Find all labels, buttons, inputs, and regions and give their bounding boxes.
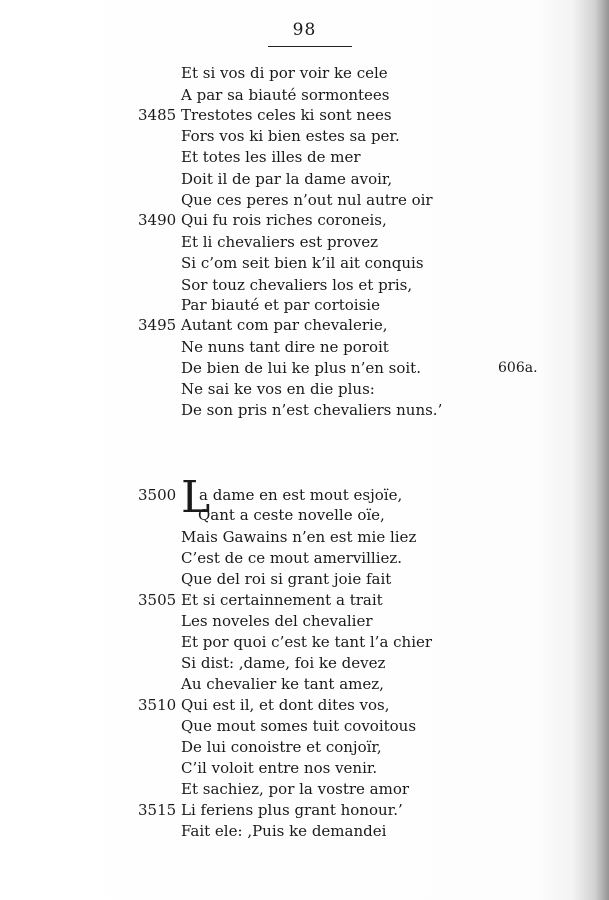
verse-line (0, 631, 609, 653)
verse-text: Autant com par chevalerie, (181, 316, 388, 334)
verse-text: C’est de ce mout amervilliez. (181, 549, 403, 567)
verse-line (0, 736, 609, 758)
verse-line (0, 673, 609, 695)
verse-text: a dame en est mout esjoïe, (199, 486, 403, 504)
verse-line (0, 314, 609, 336)
verse-text: Et por quoi c’est ke tant l’a chier (181, 633, 433, 651)
verse-text: Que mout somes tuit covoitous (181, 717, 417, 735)
verse-line (0, 146, 609, 168)
verse-line (0, 189, 609, 211)
verse-text: De son pris n’est chevaliers nuns.’ (181, 401, 443, 419)
verse-text: C’il voloit entre nos venir. (181, 759, 378, 777)
verse-text: Et sachiez, por la vostre amor (181, 780, 410, 798)
verse-line (0, 484, 609, 506)
verse-text: Qui fu rois riches coroneis, (181, 211, 387, 229)
verse-text: Et si certainnement a trait (181, 591, 383, 609)
verse-text: Que del roi si grant joie fait (181, 570, 392, 588)
verse-text: Fait ele: ‚Puis ke demandei (181, 822, 387, 840)
drop-cap-initial: L (181, 472, 211, 523)
verse-text: Fors vos ki bien estes sa per. (181, 127, 400, 145)
verse-line (0, 589, 609, 611)
verse-line (0, 504, 609, 526)
verse-line (0, 526, 609, 548)
verse-line (0, 104, 609, 126)
verse-text: Sor touz chevaliers los et pris, (181, 276, 413, 294)
margin-folio-note: 606a. (498, 360, 538, 376)
verse-line (0, 652, 609, 674)
verse-line (0, 294, 609, 316)
verse-line (0, 168, 609, 190)
verse-text: Par biauté et par cortoisie (181, 296, 380, 314)
verse-text: Et si vos di por voir ke cele (181, 64, 388, 82)
page-edge-shadow (595, 0, 609, 900)
verse-line (0, 715, 609, 737)
verse-line (0, 378, 609, 400)
line-number: 3495 (138, 316, 177, 334)
verse-text: Si c’om seit bien k’il ait conquis (181, 254, 424, 272)
verse-line (0, 399, 609, 421)
verse-line (0, 84, 609, 106)
verse-text: Trestotes celes ki sont nees (181, 106, 392, 124)
verse-text: Qui est il, et dont dites vos, (181, 696, 390, 714)
verse-line (0, 231, 609, 253)
verse-text: De lui conoistre et conjoïr, (181, 738, 382, 756)
page-number: 98 (292, 20, 317, 40)
verse-line (0, 252, 609, 274)
verse-text: Li feriens plus grant honour.’ (181, 801, 403, 819)
verse-line (0, 568, 609, 590)
line-number: 3505 (138, 591, 177, 609)
verse-line (0, 778, 609, 800)
line-number: 3485 (138, 106, 177, 124)
verse-text: Ne nuns tant dire ne poroit (181, 338, 389, 356)
verse-line (0, 820, 609, 842)
verse-line (0, 209, 609, 231)
verse-line (0, 547, 609, 569)
line-number: 3490 (138, 211, 177, 229)
verse-text: De bien de lui ke plus n’en soit. (181, 359, 421, 377)
verse-text: Qant a ceste novelle oïe, (198, 506, 385, 524)
verse-line (0, 125, 609, 147)
line-number: 3500 (138, 486, 177, 504)
verse-line (0, 757, 609, 779)
verse-line (0, 336, 609, 358)
verse-text: Si dist: ‚dame, foi ke devez (181, 654, 386, 672)
line-number: 3510 (138, 696, 177, 714)
verse-text: Ne sai ke vos en die plus: (181, 380, 375, 398)
verse-text: Et totes les illes de mer (181, 148, 361, 166)
verse-text: Et li chevaliers est provez (181, 233, 378, 251)
verse-line (0, 694, 609, 716)
line-number: 3515 (138, 801, 177, 819)
verse-line (0, 62, 609, 84)
verse-text: Que ces peres n’out nul autre oir (181, 191, 433, 209)
verse-text: Les noveles del chevalier (181, 612, 373, 630)
verse-line (0, 610, 609, 632)
header-rule (268, 46, 352, 47)
verse-text: Mais Gawains n’en est mie liez (181, 528, 417, 546)
verse-line (0, 274, 609, 296)
verse-line (0, 799, 609, 821)
verse-text: A par sa biauté sormontees (181, 86, 390, 104)
verse-text: Doit il de par la dame avoir, (181, 170, 393, 188)
verse-text: Au chevalier ke tant amez, (181, 675, 384, 693)
